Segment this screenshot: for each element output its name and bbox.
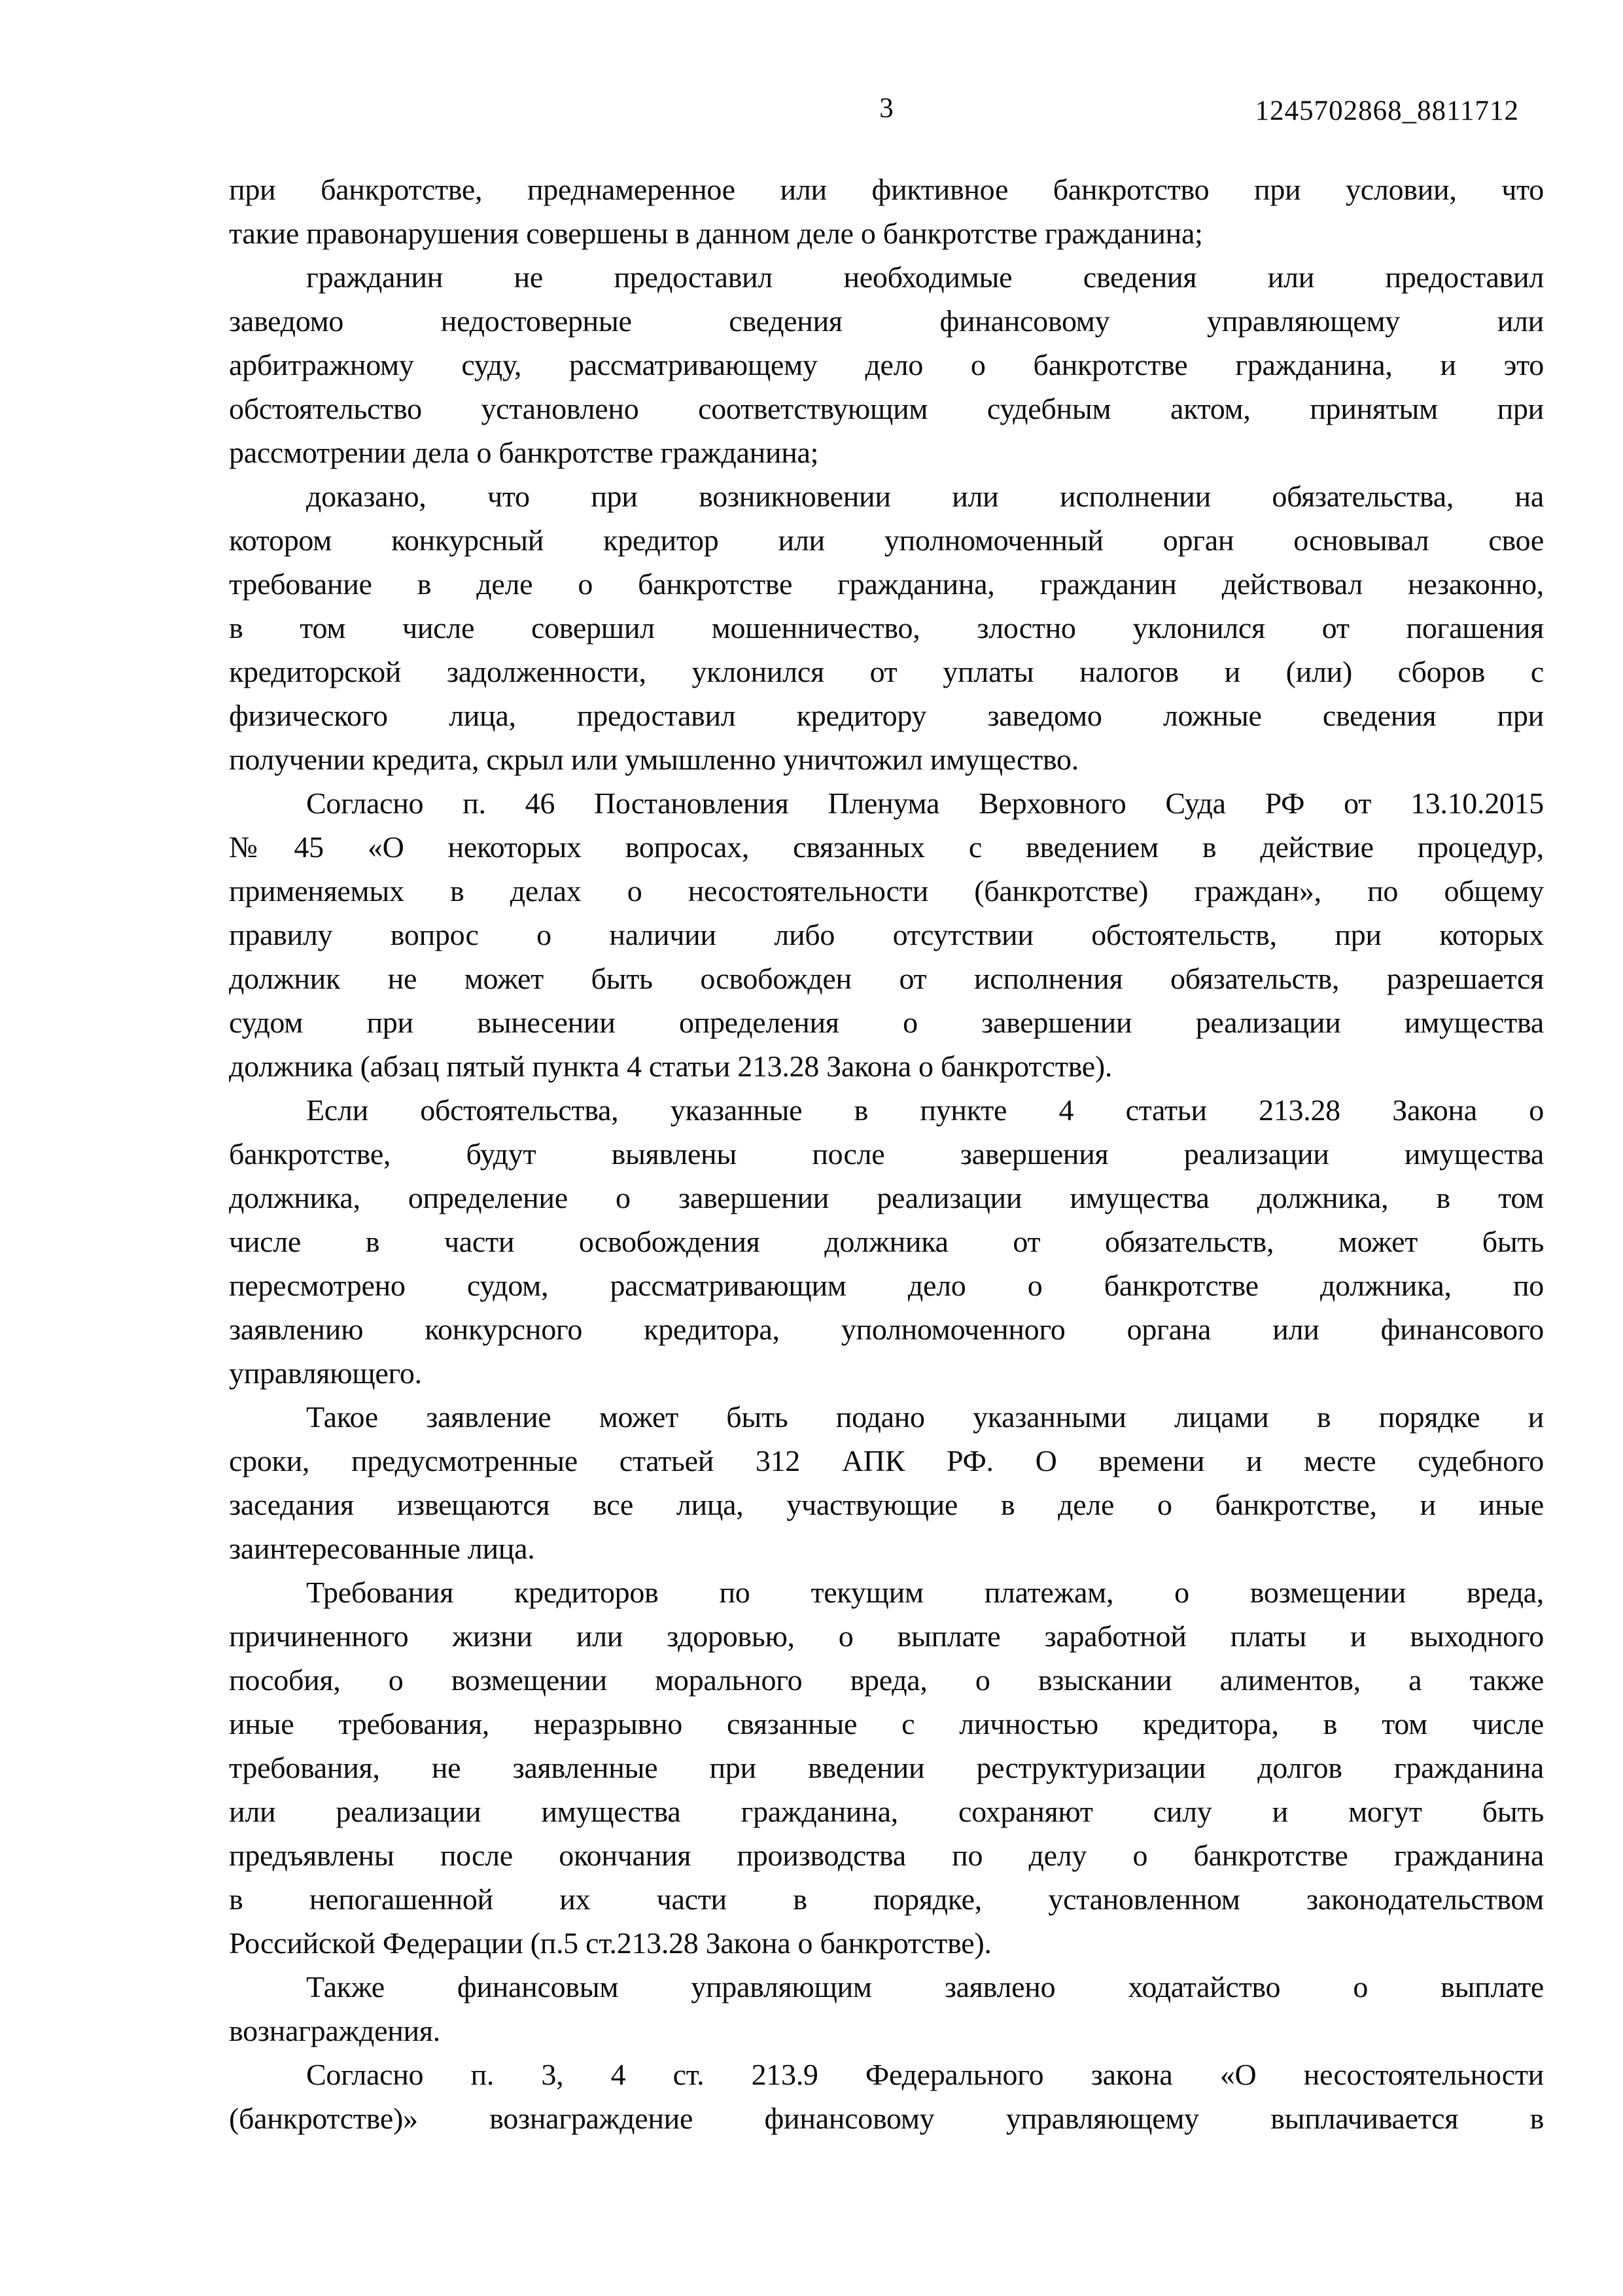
text-line: иные требования, неразрывно связанные с личностью кредитора, в том числе bbox=[229, 1707, 1544, 1740]
text-line: Также финансовым управляющим заявлено ходатайство о выплате bbox=[306, 1970, 1544, 2004]
text-line: при банкротстве, преднамеренное или фиктивное банкротство при условии, что bbox=[229, 173, 1544, 206]
text-line: такие правонарушения совершены в данном деле о банкротстве гражданина; bbox=[229, 217, 1203, 250]
text-line: в том числе совершил мошенничество, злостно уклонился от погашения bbox=[229, 611, 1544, 645]
text-line: пересмотрено судом, рассматривающим дело о банкротстве должника, по bbox=[229, 1269, 1544, 1302]
text-line: заявлению конкурсного кредитора, уполномоченного органа или финансового bbox=[229, 1313, 1544, 1346]
text-line: требования, не заявленные при введении реструктуризации долгов гражданина bbox=[229, 1751, 1544, 1784]
text-line: должника (абзац пятый пункта 4 статьи 213.28 Закона о банкротстве). bbox=[229, 1050, 1113, 1083]
text-line: доказано, что при возникновении или исполнении обязательства, на bbox=[306, 480, 1544, 513]
text-line: или реализации имущества гражданина, сохраняют силу и могут быть bbox=[229, 1795, 1544, 1828]
text-line: заведомо недостоверные сведения финансовому управляющему или bbox=[229, 304, 1544, 338]
text-line: обстоятельство установлено соответствующим судебным актом, принятым при bbox=[229, 392, 1544, 425]
text-line: в непогашенной их части в порядке, установленном законодательством bbox=[229, 1882, 1544, 1916]
text-line: Согласно п. 3, 4 ст. 213.9 Федерального закона «О несостоятельности bbox=[306, 2058, 1544, 2091]
text-line: должник не может быть освобожден от исполнения обязательств, разрешается bbox=[229, 962, 1544, 995]
text-line: Согласно п. 46 Постановления Пленума Верховного Суда РФ от 13.10.2015 bbox=[306, 786, 1544, 820]
text-line: управляющего. bbox=[229, 1356, 422, 1390]
text-line: применяемых в делах о несостоятельности (банкротстве) граждан», по общему bbox=[229, 874, 1544, 908]
text-line: заинтересованные лица. bbox=[229, 1532, 535, 1565]
text-line: пособия, о возмещении морального вреда, о взыскании алиментов, а также bbox=[229, 1663, 1544, 1697]
text-line: правилу вопрос о наличии либо отсутствии обстоятельств, при которых bbox=[229, 918, 1544, 951]
text-line: банкротстве, будут выявлены после завершения реализации имущества bbox=[229, 1137, 1544, 1171]
text-line: котором конкурсный кредитор или уполномоченный орган основывал свое bbox=[229, 523, 1544, 557]
text-line: должника, определение о завершении реализации имущества должника, в том bbox=[229, 1181, 1544, 1214]
text-line: арбитражному суду, рассматривающему дело о банкротстве гражданина, и это bbox=[229, 348, 1544, 381]
text-line: физического лица, предоставил кредитору заведомо ложные сведения при bbox=[229, 699, 1544, 732]
text-line: Российской Федерации (п.5 ст.213.28 Закона о банкротстве). bbox=[229, 1926, 992, 1960]
text-line: рассмотрении дела о банкротстве гражданина; bbox=[229, 436, 819, 469]
page-header bbox=[229, 90, 1544, 136]
text-line: вознаграждения. bbox=[229, 2014, 440, 2047]
text-line: судом при вынесении определения о завершении реализации имущества bbox=[229, 1006, 1544, 1039]
text-line: Такое заявление может быть подано указанными лицами в порядке и bbox=[306, 1400, 1544, 1434]
text-line: причиненного жизни или здоровью, о выплате заработной платы и выходного bbox=[229, 1619, 1544, 1653]
text-line: Требования кредиторов по текущим платежам, о возмещении вреда, bbox=[306, 1576, 1544, 1609]
text-line: предъявлены после окончания производства по делу о банкротстве гражданина bbox=[229, 1839, 1544, 1872]
text-line: (банкротстве)» вознаграждение финансовому управляющему выплачивается в bbox=[229, 2102, 1544, 2135]
text-line: Если обстоятельства, указанные в пункте 4 статьи 213.28 Закона о bbox=[306, 1093, 1544, 1127]
text-line: числе в части освобождения должника от обязательств, может быть bbox=[229, 1225, 1544, 1258]
page-number: 3 bbox=[879, 93, 894, 124]
text-line: заседания извещаются все лица, участвующие в деле о банкротстве, и иные bbox=[229, 1488, 1544, 1521]
document-body bbox=[229, 168, 1544, 2140]
text-line: сроки, предусмотренные статьей 312 АПК РФ. О времени и месте судебного bbox=[229, 1444, 1544, 1477]
text-line: №45 «О некоторых вопросах, связанных с введением в действие процедур, bbox=[229, 830, 1544, 864]
text-line: требование в деле о банкротстве гражданина, гражданин действовал незаконно, bbox=[229, 567, 1544, 601]
text-line: гражданин не предоставил необходимые сведения или предоставил bbox=[306, 260, 1544, 294]
text-line: кредиторской задолженности, уклонился от уплаты налогов и (или) сборов с bbox=[229, 655, 1544, 688]
text-line: получении кредита, скрыл или умышленно уничтожил имущество. bbox=[229, 743, 1079, 776]
document-id: 1245702868_8811712 bbox=[1255, 96, 1519, 126]
